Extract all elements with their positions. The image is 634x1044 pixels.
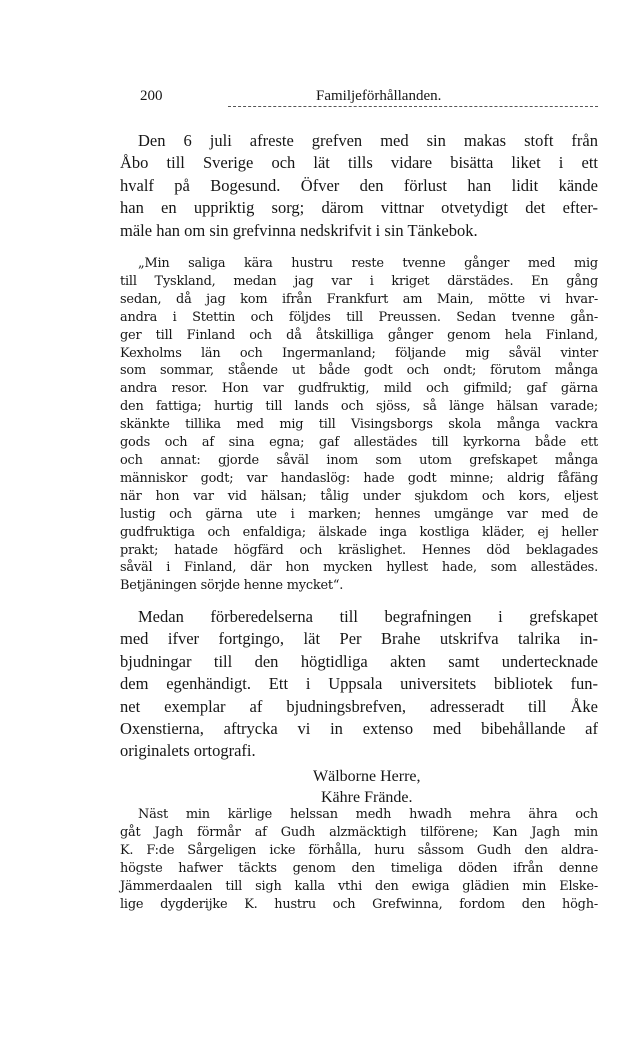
quote-line: såväl i Finland, där hon mycken hyllest hade, som allestädes. [120,560,598,576]
quote-line: gods och af sina egna; gaf allestädes till kyrkorna både ett [120,435,598,451]
text-line: med ifver fortgingo, lät Per Brahe utskrifva talrika in- [120,629,598,649]
letter-line: Näst min kärlige helssan medh hwadh mehra ähra och [138,807,598,822]
text-line: Den 6 juli afreste grefven med sin makas stoft från [138,131,598,150]
quote-line: Betjäningen sörjde henne mycket“. [120,578,344,594]
page-header [140,88,598,108]
quote-line: människor godt; var handaslög: hade godt minne; aldrig fåfäng [120,470,598,486]
letter-line: lige dygderijke K. hustru och Grefwinna, fordom den högh- [120,897,598,912]
quote-line: prakt; hatade högfärd och kräslighet. Hennes död beklagades [120,542,598,558]
quote-line: Kexholms län och Ingermanland; följande mig såväl vinter [120,345,598,361]
text-line: dem egenhändigt. Ett i Uppsala universitets bibliotek fun- [120,674,598,694]
text-line: bjudningar till den högtidliga akten samt undertecknade [120,651,598,671]
quote-line: och annat: gjorde såväl inom som utom grefskapet många [120,452,598,468]
quote-line: „Min saliga kära hustru reste tvenne gånger med mig [138,256,598,271]
text-line: Åbo till Sverige och lät tills vidare bisätta liket i ett [120,153,598,173]
letter-body [120,806,598,914]
quote-line: som sommar, stående ut både godt och ondt; förutom många [120,363,598,379]
quote-line: sedan, då jag kom ifrån Frankfurt am Main, mötte vi hvar- [120,291,598,307]
quote-line: skänkte tillika med mig till Visingsborgs skola många vackra [120,417,598,433]
quote-line: lustig och gärna ute i marken; hennes umgänge var med de [120,506,598,522]
text-line: han en uppriktig sorg; därom vittnar otvetydigt det efter- [120,198,598,218]
salutation-line: Wälborne Herre, [313,768,421,785]
text-line: Oxenstierna, aftrycka vi in extenso med bibehållande af [120,719,598,739]
paragraph-departure [120,130,598,242]
text-line: mäle han om sin grefvinna nedskrifvit i sin Tänkebok. [120,220,478,240]
letter-line: högste hafwer täckts genom den timeliga döden ifrån denne [120,861,598,876]
text-line: originalets ortografi. [120,741,256,761]
salutation-line: Kähre Frände. [321,789,413,806]
letter-line: Jämmerdaalen till sigh kalla vthi den ewiga glädien min Elske- [120,879,598,894]
paragraph-invitations [120,606,598,763]
quote-line: när hon var vid hälsan; tålig under sjukdom och kors, eljest [120,488,598,504]
quote-line: till Tyskland, medan jag var i kriget därstädes. En gång [120,273,598,289]
quote-line: ger till Finland och då åtskilliga gånger genom hela Finland, [120,327,598,343]
letter-salutation [313,766,513,808]
letter-line: K. F:de Sårgeligen icke förhålla, huru såssom Gudh den aldra- [120,843,598,858]
quote-tankebok [120,255,598,595]
text-line: hvalf på Bogesund. Öfver den förlust han lidit kände [120,175,598,195]
running-head: Familjeförhållanden. [316,88,442,104]
quote-line: andra i Stettin och följdes till Preussen. Sedan tvenne gån- [120,309,598,325]
header-rule [228,106,598,107]
text-line: Medan förberedelserna till begrafningen i grefskapet [138,607,598,626]
text-line: net exemplar af bjudningsbrefven, adresseradt till Åke [120,696,598,716]
page-number: 200 [140,88,163,104]
letter-line: gåt Jagh förmår af Gudh alzmäcktigh tilförene; Kan Jagh min [120,825,598,840]
quote-line: den fattiga; hurtig till lands och sjöss, så länge hälsan varade; [120,399,598,415]
quote-line: andra resor. Hon var gudfruktig, mild och gifmild; gaf gärna [120,381,598,397]
quote-line: gudfruktiga och enfaldiga; älskade inga kostliga kläder, ej heller [120,524,598,540]
